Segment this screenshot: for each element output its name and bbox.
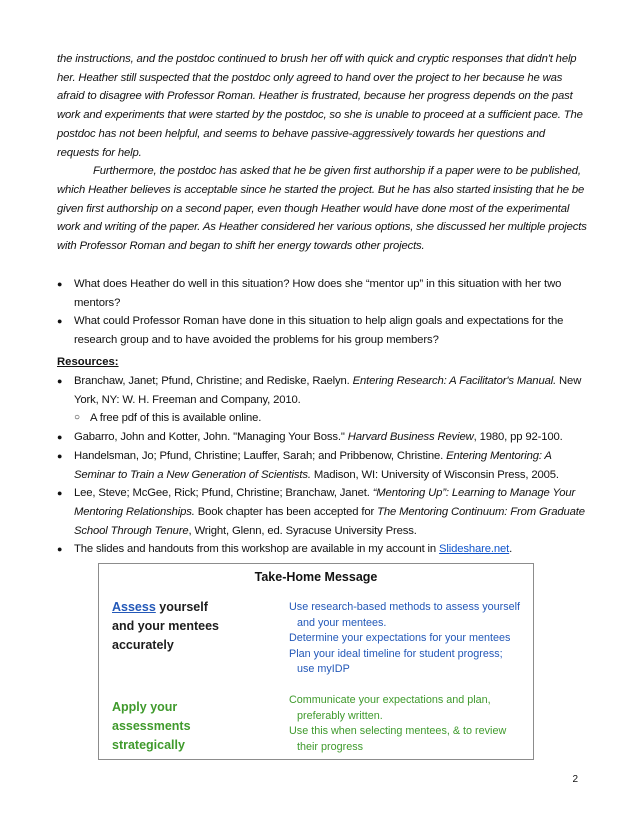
list-item (57, 428, 587, 447)
resource-5-end: . (509, 543, 513, 556)
bullet-icon: ● (57, 488, 63, 499)
apply-heading (112, 698, 191, 755)
resource-1-authors: Branchaw, Janet; Pfund, Christine; and Rediske, Raelyn. (74, 375, 353, 387)
resource-4-authors: Lee, Steve; McGee, Rick; Pfund, Christine; Branchaw, Janet. (74, 487, 373, 500)
resource-5-text: The slides and handouts from this workshop are available in my account in (74, 543, 440, 556)
apply-heading-line-2: assessments (112, 719, 191, 733)
case-paragraph-1: the instructions, and the postdoc continued to brush her off with quick and cryptic responses that didn't help her. Heather still suspected that the postdoc only agreed to hand over the project to her because he was afraid to disagree with Professor Roman. Heather is frustrated, because her progress depends on the past work and experiments that were started by the postdoc, so she is unable to proceed at a sufficient pace. The postdoc has not been helpful, and seems to behave passive-aggressively towards her questions and requests for help. (57, 53, 583, 159)
assess-detail-2: and your mentees. (297, 616, 387, 629)
bullet-icon: ● (57, 432, 63, 443)
assess-heading-line-1: yourself (155, 600, 208, 614)
apply-details (289, 693, 529, 755)
list-item (57, 540, 587, 559)
list-item (57, 312, 587, 349)
apply-heading-line-1: Apply your (112, 700, 178, 714)
resource-4-book-title: The Mentoring Continuum: From Graduate School Through Tenure (74, 505, 585, 537)
apply-detail-3: Use this when selecting mentees, & to review (289, 725, 507, 737)
assess-detail-1: Use research-based methods to assess yourself (289, 601, 521, 613)
assess-detail-4: Plan your ideal timeline for student progress; (289, 647, 503, 660)
take-home-box (98, 563, 534, 760)
apply-detail-2: preferably written. (297, 709, 383, 722)
bullet-icon: ● (57, 376, 63, 386)
assess-detail-3: Determine your expectations for your mentees (289, 632, 511, 644)
resources-list (57, 372, 587, 559)
assess-details (289, 600, 529, 678)
take-home-title: Take-Home Message (254, 570, 378, 584)
resource-3-authors: Handelsman, Jo; Pfund, Christine; Lauffer, Sarah; and Pribbenow, Christine. (74, 449, 447, 462)
list-item (57, 447, 587, 484)
apply-heading-line-3: strategically (112, 738, 185, 752)
resource-2-authors: Gabarro, John and Kotter, John. "Managing Your Boss." (74, 431, 348, 444)
apply-detail-4: their progress (297, 740, 364, 753)
resource-3-publisher: Madison, WI: University of Wisconsin Press, 2005. (310, 468, 559, 481)
resource-1-title: Entering Research: A Facilitator's Manual. (352, 375, 557, 387)
slideshare-link[interactable]: Slideshare.net (439, 543, 510, 556)
bullet-icon: ● (57, 544, 63, 555)
assess-heading-line-2: and your mentees (112, 619, 219, 633)
assess-word: Assess (112, 600, 156, 614)
bullet-icon: ● (57, 316, 63, 327)
assess-heading (112, 598, 219, 655)
case-paragraph-2: Furthermore, the postdoc has asked that he be given first authorship if a paper were to be published, which Heather believes is acceptable since he started the project. But he has also started insisting that he be given first authorship on a second paper, even though Heather would have done most of the experimental work and writing of the paper. As Heather considered her various options, she discussed her multiple projects with Professor Roman and began to shift her energy towards other projects. (57, 165, 587, 253)
apply-detail-1: Communicate your expectations and plan, (289, 694, 491, 706)
resource-3-title: Entering Mentoring: A Seminar to Train a New Generation of Scientists. (74, 449, 552, 481)
page-number: 2 (572, 774, 578, 785)
question-1: What does Heather do well in this situation? How does she “mentor up” in this situation with her two mentors? (74, 278, 562, 309)
resource-2-title: Harvard Business Review (347, 431, 474, 444)
list-item (57, 484, 587, 540)
discussion-questions (57, 275, 587, 350)
resource-2-publisher: , 1980, pp 92-100. (473, 431, 563, 444)
resource-4-publisher: , Wright, Glenn, ed. Syracuse University Press. (188, 524, 417, 537)
bullet-icon: ● (57, 450, 63, 461)
resource-4-title: “Mentoring Up”: Learning to Manage Your Mentoring Relationships. (74, 487, 576, 518)
list-item (57, 275, 587, 312)
resource-4-note: Book chapter has been accepted for (194, 505, 378, 518)
question-2: What could Professor Roman have done in this situation to help align goals and expectations for the research group and to have avoided the problems for his group members? (74, 315, 564, 347)
bullet-icon: ● (57, 279, 63, 289)
list-item (57, 372, 587, 409)
list-item (57, 409, 587, 428)
circle-bullet-icon: ○ (74, 412, 80, 424)
resource-1-note: A free pdf of this is available online. (90, 412, 262, 425)
resource-1-publisher: New York, NY: W. H. Freeman and Company, 2010. (74, 375, 582, 406)
case-study-text (57, 50, 587, 256)
resources-heading: Resources: (57, 356, 119, 368)
assess-heading-line-3: accurately (112, 638, 174, 652)
assess-detail-5: use myIDP (297, 663, 350, 675)
